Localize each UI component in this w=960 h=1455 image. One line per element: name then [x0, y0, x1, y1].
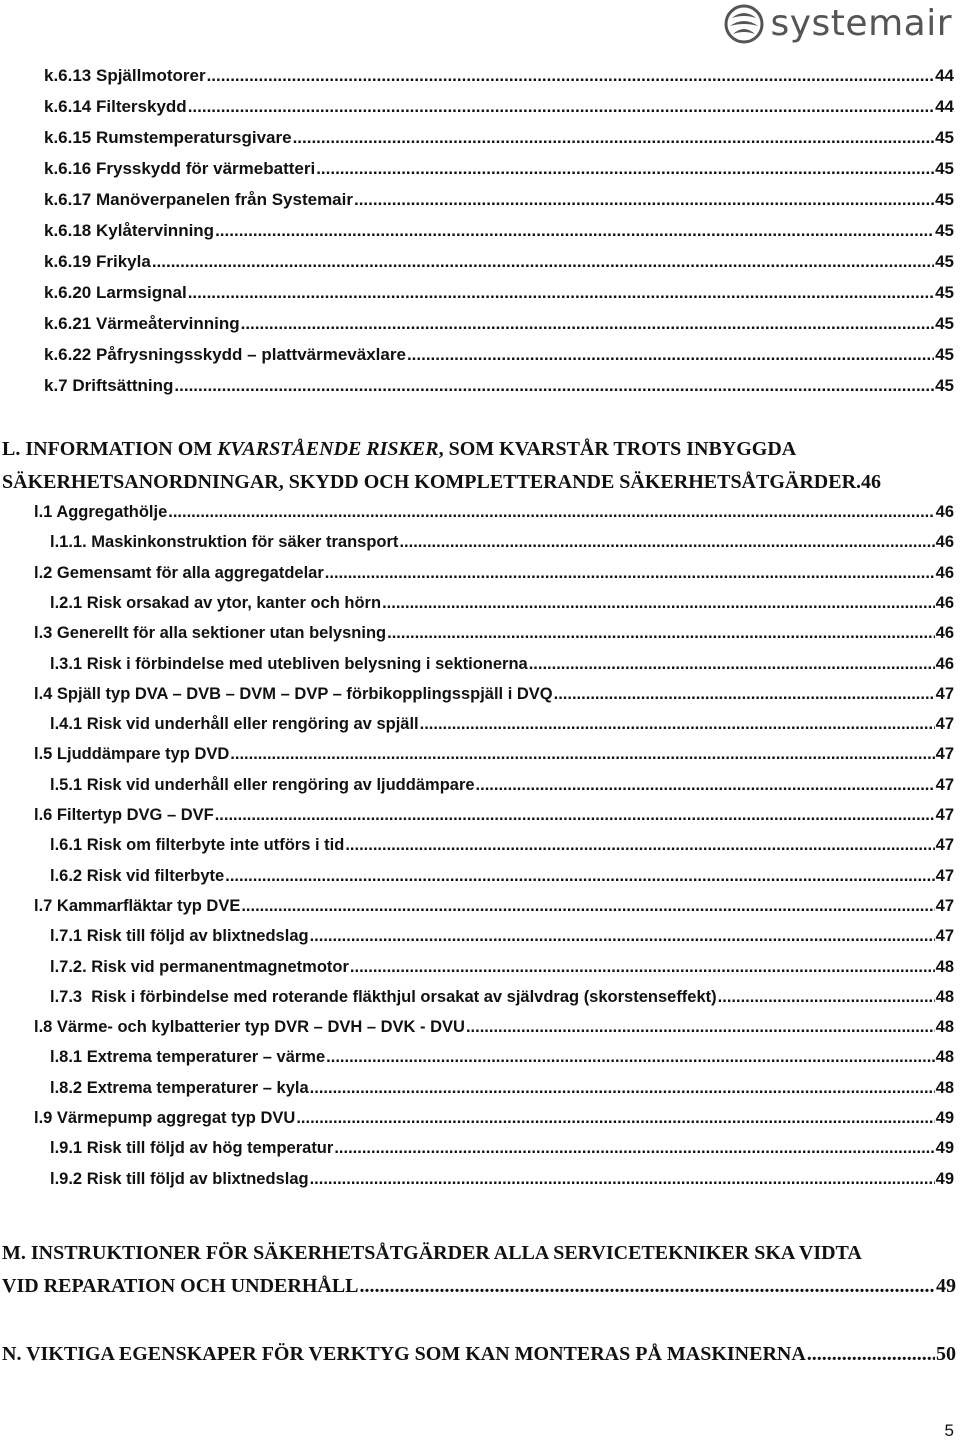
toc-entry-label: k.6.15 Rumstemperatursgivare — [44, 128, 292, 147]
toc-entry-label: l.4 Spjäll typ DVA – DVB – DVM – DVP – förbikopplingsspjäll i DVQ — [34, 684, 553, 703]
dot-leader — [152, 252, 934, 272]
dot-leader — [326, 1048, 934, 1067]
dot-leader — [241, 314, 934, 334]
toc-entry-page: 47 — [935, 866, 954, 885]
logo-text: systemair — [770, 3, 952, 44]
dot-leader — [529, 655, 935, 674]
toc-entry-page: 44 — [935, 66, 954, 85]
dot-leader — [207, 66, 935, 86]
toc-entry-label: l.7.2. Risk vid permanentmagnetmotor — [50, 957, 349, 976]
toc-entry-page: 45 — [935, 283, 954, 302]
toc-entry-label: l.5 Ljuddämpare typ DVD — [34, 745, 230, 764]
toc-entry-label: k.7 Driftsättning — [44, 376, 174, 395]
dot-leader — [345, 836, 934, 855]
toc-entry[interactable] — [44, 128, 954, 148]
toc-entry-label: l.6.1 Risk om filterbyte inte utförs i tid — [50, 836, 345, 855]
toc-entry[interactable] — [34, 624, 954, 643]
toc-entry[interactable] — [50, 958, 954, 977]
toc-entry[interactable] — [44, 252, 954, 272]
toc-entry[interactable] — [44, 376, 954, 396]
toc-entry-label: l.2.1 Risk orsakad av ytor, kanter och hörn — [50, 593, 382, 612]
dot-leader — [168, 503, 934, 522]
section-m-heading-line2[interactable] — [2, 1275, 956, 1298]
toc-entry[interactable] — [50, 715, 954, 734]
toc-entry[interactable] — [50, 1139, 954, 1158]
toc-entry-label: k.6.18 Kylåtervinning — [44, 221, 215, 240]
dot-leader — [310, 1170, 935, 1189]
toc-entry[interactable] — [34, 745, 954, 764]
toc-entry[interactable] — [50, 927, 954, 946]
toc-entry[interactable] — [34, 1018, 954, 1037]
toc-entry-page: 45 — [935, 252, 954, 271]
section-m-line1-label: M. INSTRUKTIONER FÖR SÄKERHETSÅTGÄRDER ALLA SERVICETEKNIKER SKA VIDTA — [2, 1242, 862, 1264]
section-l-heading-line2[interactable] — [2, 471, 956, 494]
dot-leader — [807, 1343, 935, 1366]
toc-entry-label: l.7.3 Risk i förbindelse med roterande fläkthjul orsakat av självdrag (skorstenseffekt) — [50, 987, 717, 1006]
toc-entry[interactable] — [44, 190, 954, 210]
toc-entry-label: l.1 Aggregathölje — [34, 503, 168, 521]
toc-entry-label: l.6.2 Risk vid filterbyte — [50, 866, 225, 885]
toc-entry-label: l.8.1 Extrema temperaturer – värme — [50, 1048, 326, 1067]
toc-entry-page: 46 — [935, 533, 954, 552]
toc-entry[interactable] — [50, 836, 954, 855]
dot-leader — [215, 221, 934, 241]
toc-entry[interactable] — [44, 66, 954, 86]
toc-entry[interactable] — [34, 685, 954, 704]
toc-entry[interactable] — [44, 314, 954, 334]
toc-entry[interactable] — [50, 776, 954, 795]
toc-entry-page: 47 — [935, 745, 954, 764]
toc-entry-page: 48 — [935, 1078, 954, 1097]
toc-entry[interactable] — [44, 283, 954, 303]
section-l-prefix: L. INFORMATION OM — [2, 438, 218, 460]
toc-entry-page: 48 — [935, 1018, 954, 1037]
toc-entry-label: l.3 Generellt för alla sektioner utan belysning — [34, 624, 387, 643]
toc-entry-page: 49 — [935, 1169, 954, 1188]
toc-entry[interactable] — [50, 1170, 954, 1189]
section-n-heading[interactable] — [2, 1343, 956, 1366]
page-number: 5 — [944, 1421, 954, 1440]
toc-entry-label: l.9.2 Risk till följd av blixtnedslag — [50, 1169, 309, 1188]
toc-entry[interactable] — [34, 564, 954, 583]
dot-leader — [466, 1018, 935, 1037]
toc-entry-label: l.7.1 Risk till följd av blixtnedslag — [50, 927, 309, 946]
dot-leader — [399, 533, 934, 552]
dot-leader — [188, 283, 934, 303]
toc-entry-label: l.8 Värme- och kylbatterier typ DVR – DVH – DVK - DVU — [34, 1018, 465, 1037]
dot-leader — [174, 376, 934, 396]
toc-entry[interactable] — [44, 221, 954, 241]
section-n-page: 50 — [936, 1343, 956, 1365]
toc-entry-page: 47 — [935, 896, 954, 915]
dot-leader — [310, 927, 935, 946]
toc-entry-label: l.2 Gemensamt för alla aggregatdelar — [34, 563, 324, 582]
toc-entry-label: l.5.1 Risk vid underhåll eller rengöring av ljuddämpare — [50, 775, 475, 794]
toc-entry[interactable] — [50, 594, 954, 613]
dot-leader — [360, 1275, 935, 1298]
toc-entry-page: 47 — [935, 836, 954, 855]
toc-entry-label: l.6 Filtertyp DVG – DVF — [34, 806, 214, 824]
toc-entry-page: 45 — [935, 376, 954, 395]
dot-leader — [310, 1079, 935, 1098]
toc-entry-page: 47 — [935, 775, 954, 794]
dot-leader — [316, 159, 934, 179]
toc-entry-page: 48 — [935, 957, 954, 976]
dot-leader — [215, 806, 935, 825]
toc-entry[interactable] — [50, 988, 954, 1007]
dot-leader — [382, 594, 935, 613]
dot-leader — [334, 1139, 934, 1158]
toc-entry-page: 45 — [935, 345, 954, 364]
toc-entry-page: 47 — [935, 715, 954, 734]
toc-entry-label: k.6.22 Påfrysningsskydd – plattvärmeväxlare — [44, 345, 406, 364]
toc-entry-page: 46 — [935, 563, 954, 582]
dot-leader — [241, 897, 934, 916]
toc-entry-page: 45 — [935, 159, 954, 178]
dot-leader — [718, 988, 935, 1007]
dot-leader — [188, 97, 934, 117]
dot-leader — [225, 867, 934, 886]
section-n-label: N. VIKTIGA EGENSKAPER FÖR VERKTYG SOM KAN MONTERAS PÅ MASKINERNA — [2, 1343, 806, 1365]
section-m-line2-label: VID REPARATION OCH UNDERHÅLL — [2, 1275, 359, 1297]
toc-entry-page: 45 — [935, 314, 954, 333]
toc-entry-label: l.9 Värmepump aggregat typ DVU — [34, 1109, 296, 1127]
dot-leader — [387, 624, 935, 643]
toc-entry-page: 47 — [935, 806, 954, 824]
toc-entry-label: k.6.19 Frikyla — [44, 252, 151, 271]
toc-entry-page: 49 — [935, 1139, 954, 1158]
dot-leader — [554, 685, 935, 704]
toc-entry[interactable] — [44, 159, 954, 179]
toc-entry-label: k.6.16 Frysskydd för värmebatteri — [44, 159, 316, 178]
toc-entry-page: 46 — [935, 593, 954, 612]
section-l-dot: . — [856, 471, 862, 493]
dot-leader — [354, 190, 934, 210]
toc-entry-page: 46 — [935, 654, 954, 673]
toc-entry-page: 46 — [935, 503, 954, 521]
dot-leader — [476, 776, 935, 795]
toc-entry[interactable] — [50, 1079, 954, 1098]
section-l-line2-label: SÄKERHETSANORDNINGAR, SKYDD OCH KOMPLETTERANDE SÄKERHETSÅTGÄRDER — [2, 471, 857, 493]
dot-leader — [293, 128, 935, 148]
section-l-italic: KVARSTÅENDE RISKER — [217, 438, 439, 460]
systemair-logo-icon — [724, 4, 764, 44]
systemair-logo — [724, 4, 952, 44]
toc-entry[interactable] — [34, 806, 954, 825]
toc-entry-page: 45 — [935, 190, 954, 209]
toc-entry-label: k.6.20 Larmsignal — [44, 283, 187, 302]
toc-entry-page: 45 — [935, 221, 954, 240]
toc-entry-label: l.8.2 Extrema temperaturer – kyla — [50, 1078, 309, 1097]
dot-leader — [407, 345, 934, 365]
toc-entry-label: l.7 Kammarfläktar typ DVE — [34, 896, 241, 915]
dot-leader — [325, 564, 935, 583]
toc-entry[interactable] — [50, 1048, 954, 1067]
toc-entry-label: k.6.13 Spjällmotorer — [44, 66, 206, 85]
toc-entry-page: 48 — [935, 987, 954, 1006]
dot-leader — [230, 745, 934, 764]
toc-entry-label: k.6.14 Filterskydd — [44, 97, 187, 116]
toc-entry[interactable] — [50, 655, 954, 674]
toc-entry-label: l.3.1 Risk i förbindelse med utebliven belysning i sektionerna — [50, 654, 528, 673]
dot-leader — [350, 958, 935, 977]
section-l-heading-line1[interactable] — [2, 438, 956, 461]
toc-entry-label: l.1.1. Maskinkonstruktion för säker transport — [50, 533, 399, 552]
dot-leader — [420, 715, 935, 734]
dot-leader — [296, 1109, 934, 1128]
section-m-heading-line1[interactable] — [2, 1242, 956, 1265]
toc-entry-page: 47 — [935, 927, 954, 946]
section-l-suffix: , SOM KVARSTÅR TROTS INBYGGDA — [438, 438, 797, 460]
toc-entry-page: 46 — [935, 624, 954, 643]
toc-entry-page: 48 — [935, 1048, 954, 1067]
toc-entry[interactable] — [50, 533, 954, 552]
toc-entry-label: l.4.1 Risk vid underhåll eller rengöring av spjäll — [50, 715, 419, 734]
toc-entry[interactable] — [50, 867, 954, 886]
toc-entry-label: k.6.17 Manöverpanelen från Systemair — [44, 190, 353, 209]
section-m-page: 49 — [936, 1275, 956, 1297]
toc-entry-page: 47 — [935, 684, 954, 703]
section-l-page: 46 — [861, 471, 882, 493]
toc-entry-label: l.9.1 Risk till följd av hög temperatur — [50, 1139, 334, 1158]
toc-entry-page: 45 — [935, 128, 954, 147]
toc-entry[interactable] — [34, 897, 954, 916]
toc-entry[interactable] — [44, 345, 954, 365]
toc-entry-page: 49 — [935, 1109, 954, 1127]
toc-entry[interactable] — [34, 503, 954, 522]
toc-entry-page: 44 — [935, 97, 954, 116]
toc-entry[interactable] — [44, 97, 954, 117]
toc-entry-label: k.6.21 Värmeåtervinning — [44, 314, 240, 333]
toc-entry[interactable] — [34, 1109, 954, 1128]
